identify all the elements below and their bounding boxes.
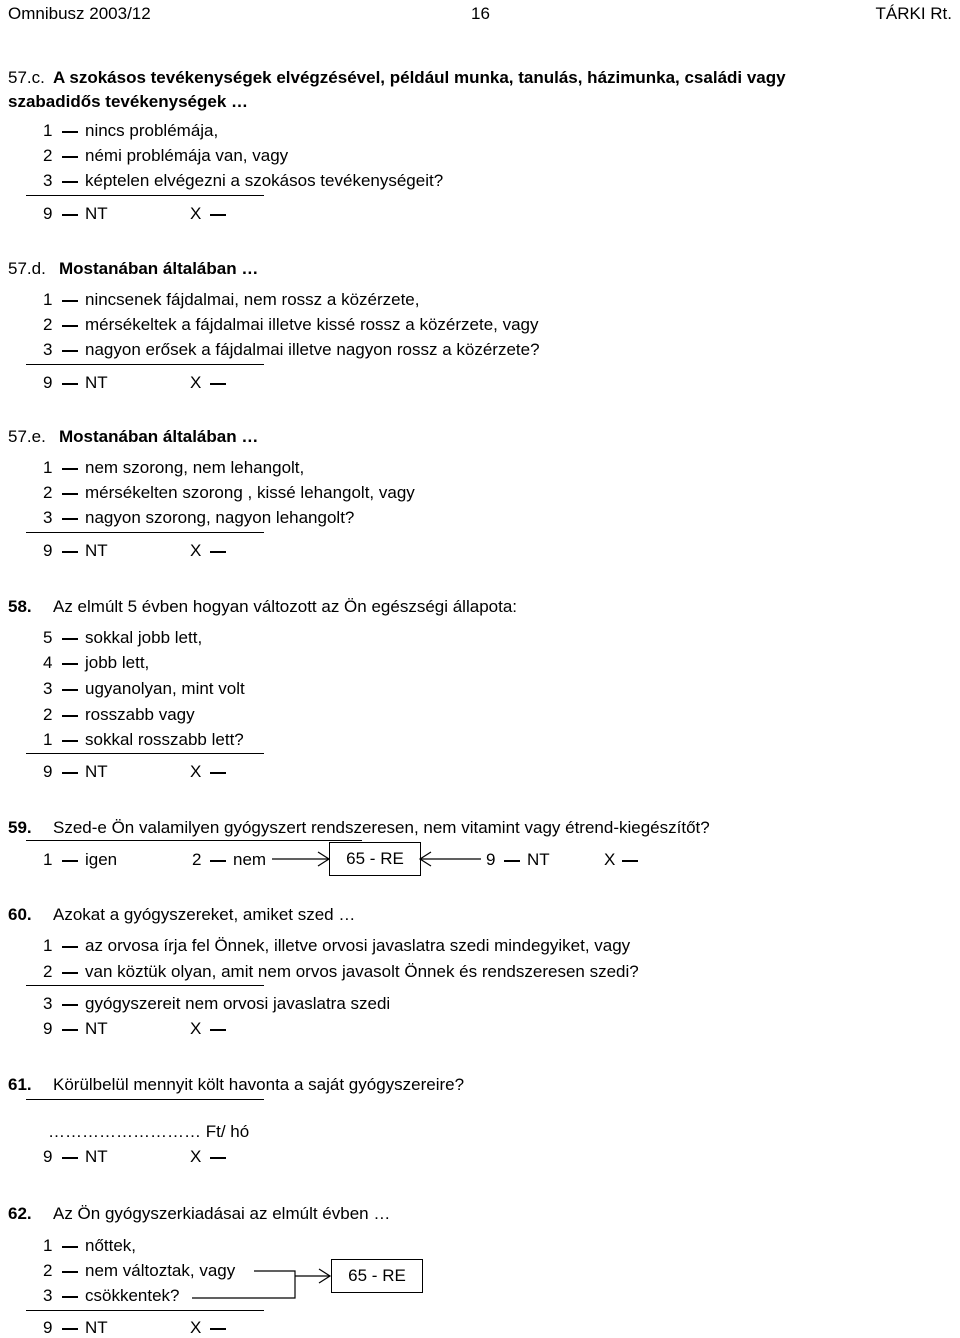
nt-x: X — [190, 204, 202, 223]
dash — [62, 946, 78, 948]
q60-opt3: gyógyszereit nem orvosi javaslatra szedi — [85, 994, 391, 1013]
nt-label: NT — [85, 541, 108, 560]
q57c-opt2: némi problémája van, vagy — [85, 146, 289, 165]
dash — [62, 638, 78, 640]
dash — [62, 518, 78, 520]
q60-opt2: van köztük olyan, amit nem orvos javasolt Önnek és rendszeresen szedi? — [85, 962, 639, 981]
q60-opt1-code: 1 — [43, 936, 53, 955]
nt-label: NT — [85, 1318, 108, 1337]
q57d-text: Mostanában általában … — [59, 259, 259, 278]
dash — [62, 350, 78, 352]
dash — [62, 1296, 78, 1298]
q59-opt2-code: 2 — [192, 850, 202, 869]
nt-label: NT — [85, 762, 108, 781]
header-left: Omnibusz 2003/12 — [8, 4, 151, 23]
dash — [62, 131, 78, 133]
dash — [62, 1328, 78, 1330]
q57d-opt3-code: 3 — [43, 340, 53, 359]
q57e-opt1: nem szorong, nem lehangolt, — [85, 458, 305, 477]
q59-number: 59. — [8, 818, 32, 837]
dash — [504, 860, 520, 862]
dash — [62, 972, 78, 974]
q62-opt2-code: 2 — [43, 1261, 53, 1280]
q58-opt5: sokkal rosszabb lett? — [85, 730, 244, 749]
q57d-number: 57.d. — [8, 259, 46, 278]
nt-code: 9 — [43, 373, 53, 392]
q57e-opt2-code: 2 — [43, 483, 53, 502]
q59-opt1-code: 1 — [43, 850, 53, 869]
q57c-opt3-code: 3 — [43, 171, 53, 190]
q58-opt3: ugyanolyan, mint volt — [85, 679, 245, 698]
dash — [62, 1246, 78, 1248]
nt-code: 9 — [43, 1318, 53, 1337]
q61-text: Körülbelül mennyit költ havonta a saját gyógyszereire? — [53, 1075, 465, 1094]
dash — [62, 300, 78, 302]
nt-label: NT — [85, 373, 108, 392]
q57c-opt3: képtelen elvégezni a szokásos tevékenységeit? — [85, 171, 444, 190]
dash — [62, 383, 78, 385]
divider — [26, 985, 264, 986]
q57e-opt3: nagyon szorong, nagyon lehangolt? — [85, 508, 355, 527]
q58-opt4: rosszabb vagy — [85, 705, 195, 724]
dash — [210, 860, 226, 862]
q57d-opt2-code: 2 — [43, 315, 53, 334]
divider — [26, 1310, 264, 1311]
q62-opt1: nőttek, — [85, 1236, 137, 1255]
nt-x: X — [190, 1019, 202, 1038]
q57d-opt2: mérsékeltek a fájdalmai illetve kissé rossz a közérzete, vagy — [85, 315, 539, 334]
nt-code: 9 — [43, 1147, 53, 1166]
q59-text: Szed-e Ön valamilyen gyógyszert rendszeresen, nem vitamint vagy étrend-kiegészítőt? — [53, 818, 710, 837]
nt-x: X — [190, 1147, 202, 1166]
dash — [210, 772, 226, 774]
dash — [62, 468, 78, 470]
q62-number: 62. — [8, 1204, 32, 1223]
q57d-opt1: nincsenek fájdalmai, nem rossz a közérzete, — [85, 290, 420, 309]
q57e-opt2: mérsékelten szorong , kissé lehangolt, vagy — [85, 483, 415, 502]
q57c-text-2: szabadidős tevékenységek … — [8, 92, 249, 111]
nt-code: 9 — [43, 541, 53, 560]
nt-label: NT — [85, 1019, 108, 1038]
q61-number: 61. — [8, 1075, 32, 1094]
divider — [26, 840, 362, 841]
q58-opt2-code: 4 — [43, 653, 53, 672]
q57d-opt3: nagyon erősek a fájdalmai illetve nagyon rossz a közérzete? — [85, 340, 540, 359]
nt-x: X — [190, 373, 202, 392]
dash — [62, 663, 78, 665]
nt-label: NT — [85, 1147, 108, 1166]
q57c-opt1-code: 1 — [43, 121, 53, 140]
dash — [62, 1157, 78, 1159]
dash — [62, 156, 78, 158]
dash — [62, 860, 78, 862]
dash — [62, 1271, 78, 1273]
divider — [26, 532, 264, 533]
dash — [210, 1328, 226, 1330]
q62-text: Az Ön gyógyszerkiadásai az elmúlt évben … — [53, 1204, 391, 1223]
bracket-arrow-icon — [190, 1260, 332, 1308]
q58-opt1: sokkal jobb lett, — [85, 628, 203, 647]
arrow-left-icon — [419, 851, 483, 867]
divider — [26, 753, 264, 754]
dash — [62, 214, 78, 216]
q62-opt3: csökkentek? — [85, 1286, 180, 1305]
divider — [26, 1099, 264, 1100]
q57c-opt1: nincs problémája, — [85, 121, 219, 140]
skip-box: 65 - RE — [331, 1259, 423, 1293]
q58-text: Az elmúlt 5 évben hogyan változott az Ön egészségi állapota: — [53, 597, 518, 616]
nt-code: 9 — [43, 204, 53, 223]
dash — [62, 689, 78, 691]
q60-text: Azokat a gyógyszereket, amiket szed … — [53, 905, 356, 924]
nt-x: X — [190, 541, 202, 560]
q59-opt2: nem — [233, 850, 267, 869]
nt-label: NT — [85, 204, 108, 223]
q62-opt2: nem változtak, vagy — [85, 1261, 236, 1280]
dash — [210, 383, 226, 385]
q62-opt3-code: 3 — [43, 1286, 53, 1305]
divider — [26, 195, 264, 196]
q58-opt2: jobb lett, — [85, 653, 150, 672]
q57e-text: Mostanában általában … — [59, 427, 259, 446]
q58-opt4-code: 2 — [43, 705, 53, 724]
q60-number: 60. — [8, 905, 32, 924]
nt-code: 9 — [43, 1019, 53, 1038]
dash — [62, 493, 78, 495]
nt-code: 9 — [486, 850, 496, 869]
q57c-text-1: A szokásos tevékenységek elvégzésével, például munka, tanulás, házimunka, családi vagy — [53, 68, 786, 87]
dash — [210, 551, 226, 553]
q57e-opt3-code: 3 — [43, 508, 53, 527]
q57e-opt1-code: 1 — [43, 458, 53, 477]
q60-opt2-code: 2 — [43, 962, 53, 981]
q61-amount-blank: ……………………… Ft/ hó — [48, 1122, 250, 1141]
q58-number: 58. — [8, 597, 32, 616]
q57d-opt1-code: 1 — [43, 290, 53, 309]
dash — [62, 715, 78, 717]
nt-label: NT — [527, 850, 550, 869]
dash — [622, 860, 638, 862]
dash — [62, 325, 78, 327]
nt-code: 9 — [43, 762, 53, 781]
divider — [26, 364, 264, 365]
q60-opt1: az orvosa írja fel Önnek, illetve orvosi javaslatra szedi mindegyiket, vagy — [85, 936, 631, 955]
q58-opt5-code: 1 — [43, 730, 53, 749]
dash — [210, 1029, 226, 1031]
dash — [210, 214, 226, 216]
q57c-number: 57.c. — [8, 68, 45, 87]
q58-opt3-code: 3 — [43, 679, 53, 698]
page-number: 16 — [471, 4, 490, 23]
dash — [62, 772, 78, 774]
header-right: TÁRKI Rt. — [875, 4, 952, 23]
q59-opt1: igen — [85, 850, 118, 869]
arrow-right-icon — [272, 851, 330, 867]
dash — [62, 551, 78, 553]
dash — [62, 1029, 78, 1031]
skip-box: 65 - RE — [329, 842, 421, 876]
dash — [62, 181, 78, 183]
dash — [210, 1157, 226, 1159]
dash — [62, 740, 78, 742]
nt-x: X — [604, 850, 616, 869]
q58-opt1-code: 5 — [43, 628, 53, 647]
dash — [62, 1004, 78, 1006]
q57c-opt2-code: 2 — [43, 146, 53, 165]
q62-opt1-code: 1 — [43, 1236, 53, 1255]
nt-x: X — [190, 1318, 202, 1337]
q60-opt3-code: 3 — [43, 994, 53, 1013]
q57e-number: 57.e. — [8, 427, 46, 446]
nt-x: X — [190, 762, 202, 781]
